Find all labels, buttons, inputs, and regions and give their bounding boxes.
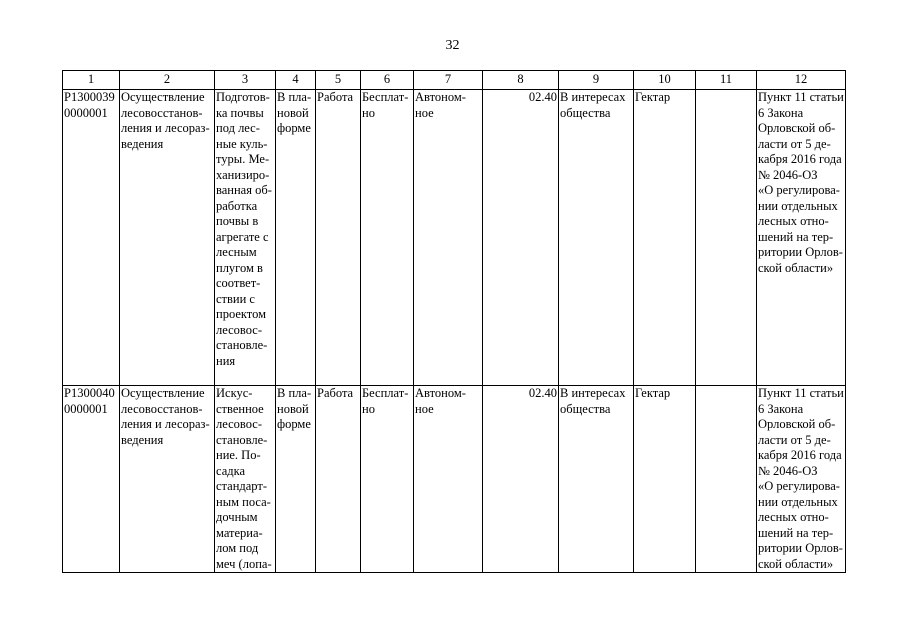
okved-code-cell: 02.40: [483, 386, 559, 573]
column-number: 11: [696, 71, 757, 90]
table-row: [63, 90, 846, 386]
page-number: 32: [445, 38, 460, 53]
table-row: [63, 386, 846, 573]
service-code-cell: Р1300040 0000001: [63, 386, 120, 573]
form-cell: В пла- новой форме: [276, 90, 316, 386]
institution-type-cell: Автоном- ное: [414, 90, 483, 386]
type-cell: Работа: [316, 386, 361, 573]
payment-cell: Бесплат- но: [361, 386, 414, 573]
column-number: 6: [361, 71, 414, 90]
column-number: 8: [483, 71, 559, 90]
work-description-cell: Искус- ственное лесовос- становле- ние. По- садка стандарт- ным поса- дочным материа- лом под меч (лопа-: [215, 386, 276, 573]
empty-cell: [696, 90, 757, 386]
form-cell: В пла- новой форме: [276, 386, 316, 573]
column-number: 9: [559, 71, 634, 90]
column-number: 10: [634, 71, 696, 90]
okved-code-cell: 02.40: [483, 90, 559, 386]
column-number: 4: [276, 71, 316, 90]
column-number: 2: [120, 71, 215, 90]
institution-type-cell: Автоном- ное: [414, 386, 483, 573]
empty-cell: [696, 386, 757, 573]
legal-basis-cell: Пункт 11 статьи 6 Закона Орловской об- ласти от 5 де- кабря 2016 года № 2046-ОЗ «О регулирова- нии отдельных лесных отно- шений на тер- ритории Орлов- ской области»: [758, 386, 844, 571]
consumer-cell: В интересах общества: [559, 90, 634, 386]
services-table: [62, 70, 846, 573]
column-number: 3: [215, 71, 276, 90]
consumer-cell: В интересах общества: [559, 386, 634, 573]
work-description-cell: Подготов- ка почвы под лес- ные куль- туры. Ме- ханизиро- ванная об- работка почвы в агрегате с лесным плугом в соответ- ствии с проектом лесовос- становле- ния: [215, 90, 276, 386]
service-code-cell: Р1300039 0000001: [63, 90, 120, 386]
unit-cell: Гектар: [634, 386, 696, 573]
legal-basis-cell: Пункт 11 статьи 6 Закона Орловской об- ласти от 5 де- кабря 2016 года № 2046-ОЗ «О регулирова- нии отдельных лесных отно- шений на тер- ритории Орлов- ской области»: [757, 90, 846, 386]
column-number-row: [63, 71, 846, 90]
service-name-cell: Осуществление лесовосстанов- ления и лесораз- ведения: [120, 386, 215, 573]
payment-cell: Бесплат- но: [361, 90, 414, 386]
type-cell: Работа: [316, 90, 361, 386]
column-number: 12: [757, 71, 846, 90]
unit-cell: Гектар: [634, 90, 696, 386]
column-number: 7: [414, 71, 483, 90]
column-number: 5: [316, 71, 361, 90]
service-name-cell: Осуществление лесовосстанов- ления и лесораз- ведения: [120, 90, 215, 386]
column-number: 1: [63, 71, 120, 90]
